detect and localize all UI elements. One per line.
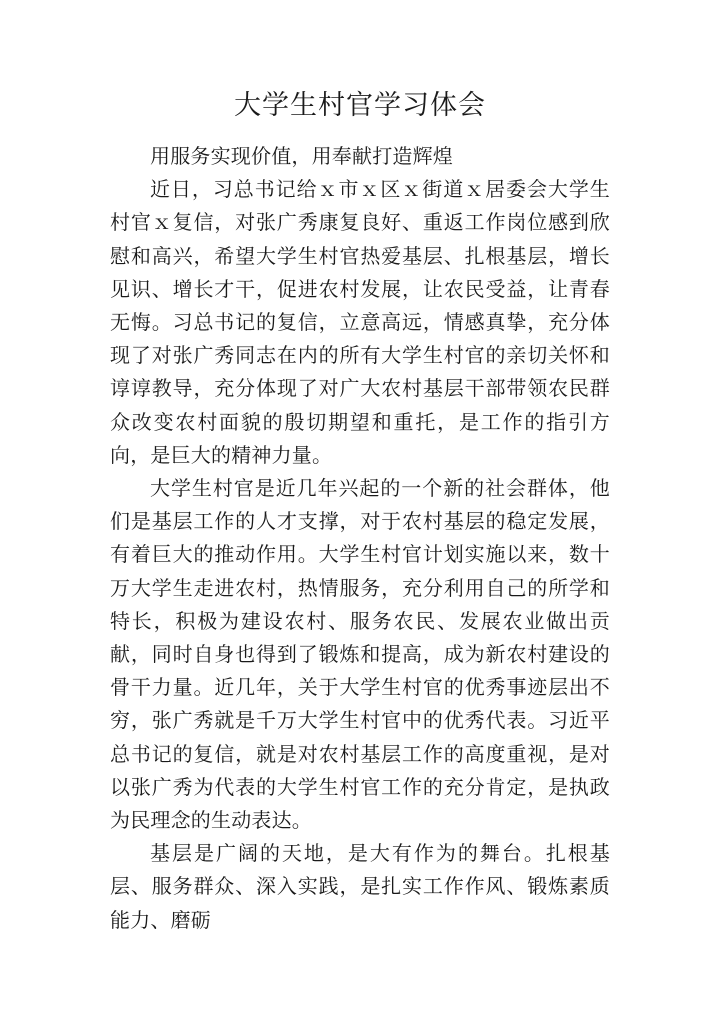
paragraph-2: 大学生村官是近几年兴起的一个新的社会群体，他们是基层工作的人才支撑，对于农村基层的稳定发展，有着巨大的推动作用。大学生村官计划实施以来，数十万大学生走进农村，热情服务，充分利用自己的所学和特长，积极为建设农村、服务农民、发展农业做出贡献，同时自身也得到了锻炼和提高，成为新农村建设的骨干力量。近几年，关于大学生村官的优秀事迹层出不穷，张广秀就是千万大学生村官中的优秀代表。习近平总书记的复信，就是对农村基层工作的高度重视，是对以张广秀为代表的大学生村官工作的充分肯定，是执政为民理念的生动表达。 — [110, 476, 610, 833]
document-body — [110, 140, 610, 937]
document-subtitle: 用服务实现价值，用奉献打造辉煌 — [150, 144, 453, 168]
document-title: 大学生村官学习体会 — [234, 90, 486, 121]
paragraph-3: 基层是广阔的天地，是大有作为的舞台。扎根基层、服务群众、深入实践，是扎实工作作风、锻炼素质能力、磨砺 — [110, 841, 610, 932]
paragraph-1: 近日，习总书记给ｘ市ｘ区ｘ街道ｘ居委会大学生村官ｘ复信，对张广秀康复良好、重返工作岗位感到欣慰和高兴，希望大学生村官热爱基层、扎根基层，增长见识、增长才干，促进农村发展，让农民受益，让青春无悔。习总书记的复信，立意高远，情感真挚，充分体现了对张广秀同志在内的所有大学生村官的亲切关怀和谆谆教导，充分体现了对广大农村基层干部带领农民群众改变农村面貌的殷切期望和重托，是工作的指引方向，是巨大的精神力量。 — [110, 177, 610, 467]
